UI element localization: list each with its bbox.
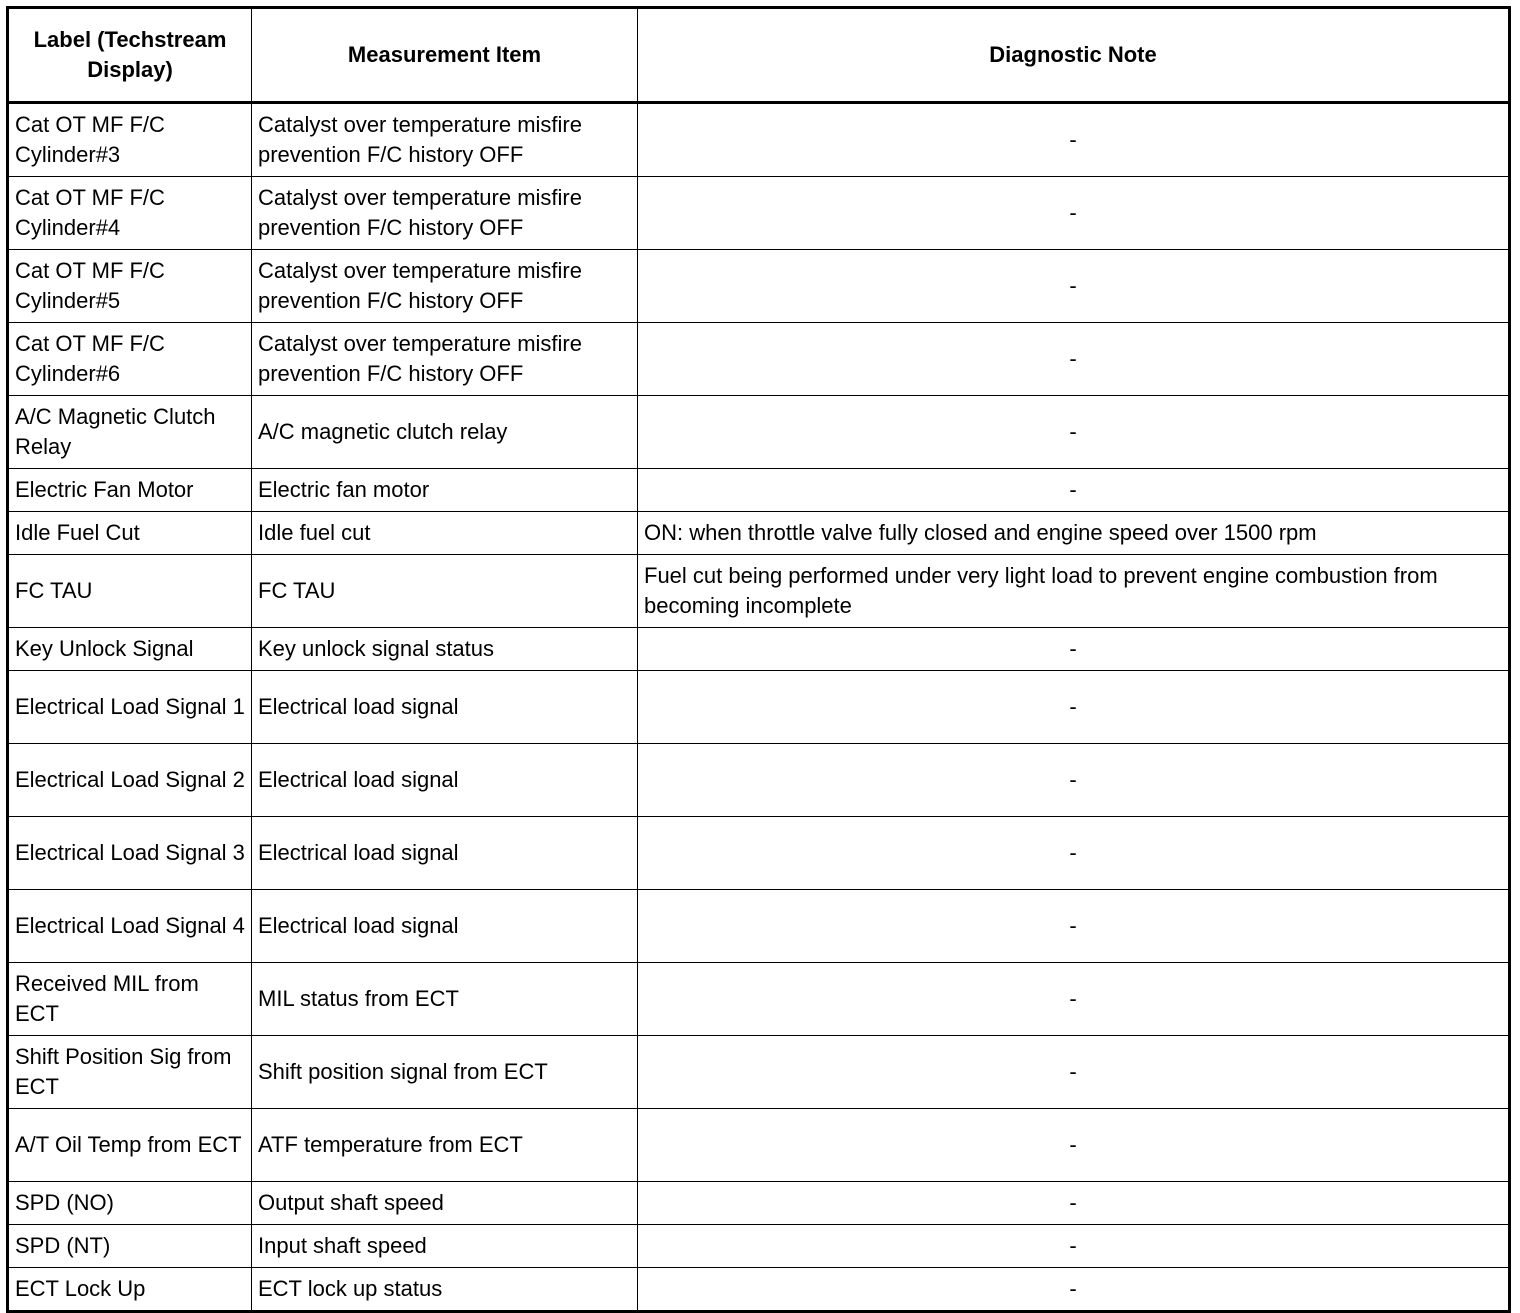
cell-measurement: Electrical load signal [252,817,638,890]
cell-label: Electric Fan Motor [8,469,252,512]
cell-label: Electrical Load Signal 3 [8,817,252,890]
cell-label: A/T Oil Temp from ECT [8,1109,252,1182]
cell-label: Cat OT MF F/C Cylinder#5 [8,250,252,323]
cell-label: A/C Magnetic Clutch Relay [8,396,252,469]
table-row [8,817,1510,890]
cell-note: - [638,177,1510,250]
diagnostic-data-table [6,6,1511,1313]
cell-label: Idle Fuel Cut [8,512,252,555]
table-row [8,555,1510,628]
cell-label: FC TAU [8,555,252,628]
cell-note: - [638,1182,1510,1225]
cell-label: Electrical Load Signal 1 [8,671,252,744]
cell-measurement: Output shaft speed [252,1182,638,1225]
table-row [8,512,1510,555]
table-row [8,671,1510,744]
cell-measurement: Catalyst over temperature misfire prevention F/C history OFF [252,323,638,396]
cell-note: - [638,671,1510,744]
table-row [8,744,1510,817]
cell-measurement: A/C magnetic clutch relay [252,396,638,469]
table-row [8,103,1510,177]
table-row [8,1109,1510,1182]
cell-label: Key Unlock Signal [8,628,252,671]
cell-note: - [638,1036,1510,1109]
cell-note: - [638,323,1510,396]
table-row [8,250,1510,323]
cell-note: - [638,628,1510,671]
cell-measurement: Electric fan motor [252,469,638,512]
table-row [8,963,1510,1036]
cell-measurement: Catalyst over temperature misfire prevention F/C history OFF [252,250,638,323]
cell-note: - [638,1268,1510,1312]
table-header-row [8,8,1510,103]
cell-note: - [638,469,1510,512]
cell-measurement: Shift position signal from ECT [252,1036,638,1109]
cell-measurement: Input shaft speed [252,1225,638,1268]
cell-note: - [638,963,1510,1036]
cell-label: Cat OT MF F/C Cylinder#3 [8,103,252,177]
cell-measurement: MIL status from ECT [252,963,638,1036]
cell-measurement: Catalyst over temperature misfire prevention F/C history OFF [252,103,638,177]
table-row [8,1225,1510,1268]
cell-measurement: Key unlock signal status [252,628,638,671]
cell-measurement: Electrical load signal [252,890,638,963]
cell-label: Shift Position Sig from ECT [8,1036,252,1109]
cell-label: Received MIL from ECT [8,963,252,1036]
cell-measurement: Electrical load signal [252,671,638,744]
table-row [8,1182,1510,1225]
cell-note: Fuel cut being performed under very light load to prevent engine combustion from becoming incomplete [638,555,1510,628]
header-label: Label (Techstream Display) [8,8,252,103]
cell-measurement: Electrical load signal [252,744,638,817]
cell-measurement: ECT lock up status [252,1268,638,1312]
cell-note: - [638,817,1510,890]
cell-label: SPD (NO) [8,1182,252,1225]
table-row [8,323,1510,396]
header-measurement-item: Measurement Item [252,8,638,103]
table-row [8,890,1510,963]
cell-measurement: ATF temperature from ECT [252,1109,638,1182]
cell-note: - [638,890,1510,963]
cell-label: SPD (NT) [8,1225,252,1268]
cell-label: ECT Lock Up [8,1268,252,1312]
cell-label: Electrical Load Signal 4 [8,890,252,963]
cell-note: - [638,1225,1510,1268]
cell-measurement: FC TAU [252,555,638,628]
cell-note: - [638,1109,1510,1182]
table-row [8,469,1510,512]
cell-note: - [638,250,1510,323]
cell-measurement: Catalyst over temperature misfire prevention F/C history OFF [252,177,638,250]
cell-label: Cat OT MF F/C Cylinder#4 [8,177,252,250]
cell-note: - [638,396,1510,469]
cell-measurement: Idle fuel cut [252,512,638,555]
cell-label: Electrical Load Signal 2 [8,744,252,817]
cell-note: - [638,744,1510,817]
table-row [8,628,1510,671]
cell-note: ON: when throttle valve fully closed and engine speed over 1500 rpm [638,512,1510,555]
table-row [8,1268,1510,1312]
cell-note: - [638,103,1510,177]
table-row [8,1036,1510,1109]
cell-label: Cat OT MF F/C Cylinder#6 [8,323,252,396]
header-diagnostic-note: Diagnostic Note [638,8,1510,103]
table-row [8,396,1510,469]
table-row [8,177,1510,250]
